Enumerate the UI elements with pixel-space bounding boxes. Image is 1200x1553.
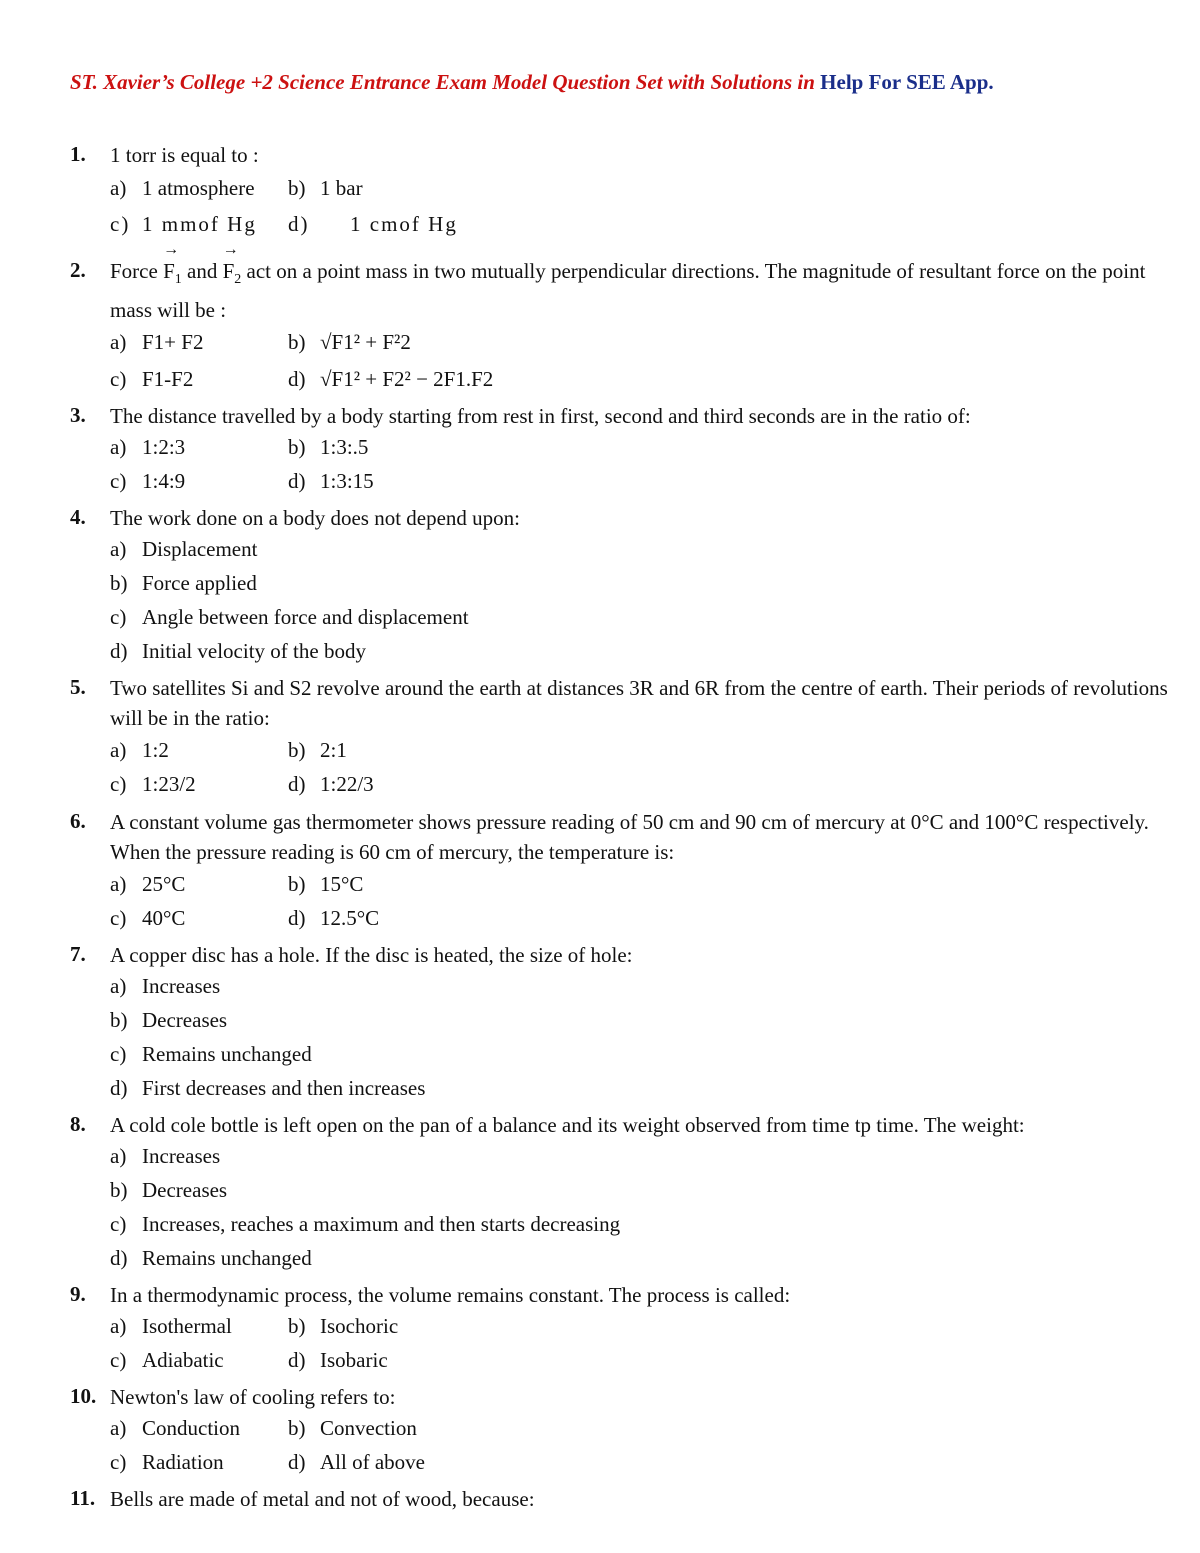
vector-f2: → $F_2$: [222, 241, 242, 288]
header-app-name: Help For SEE App.: [820, 70, 994, 94]
option-b: b) Decreases: [110, 1008, 228, 1032]
option-a: a) Isothermal: [110, 1314, 232, 1338]
header-title: ST. Xavier’s College +2 Science Entrance Exam Model Question Set with Solutions in: [70, 70, 821, 94]
question-number: 7.: [70, 942, 86, 966]
option-a: a) 25°C: [110, 872, 186, 896]
question-text: A copper disc has a hole. If the disc is heated, the size of hole:: [110, 943, 633, 967]
question-text: The distance travelled by a body starting from rest in first, second and third seconds are in the ratio of:: [110, 404, 971, 428]
option-c: c) Increases, reaches a maximum and then starts decreasing: [110, 1212, 621, 1236]
option-b: b) 15°C: [288, 872, 364, 896]
question-text: Newton's law of cooling refers to:: [110, 1385, 396, 1409]
option-c: c) 1:23/2: [110, 772, 196, 796]
option-b: b) √F1² + F²2: [288, 330, 411, 354]
option-d: d) 1:3:15: [288, 469, 374, 493]
option-d: d) √F1² + F2² − 2F1.F2: [288, 367, 494, 391]
option-b: b) Force applied: [110, 571, 257, 595]
option-d: d) 12.5°C: [288, 906, 380, 930]
question-number: 4.: [70, 505, 86, 529]
option-a: a) Increases: [110, 974, 221, 998]
option-c: c) 1:4:9: [110, 469, 186, 493]
option-c: c) 40°C: [110, 906, 186, 930]
question-text: Two satellites Si and S2 revolve around the earth at distances 3R and 6R from the centre of earth. Their periods of revolutions will be in the ratio:: [110, 676, 1168, 730]
option-c: c) Radiation: [110, 1450, 224, 1474]
option-b: b) Decreases: [110, 1178, 228, 1202]
page-header: [70, 70, 1170, 95]
option-c: c) Adiabatic: [110, 1348, 224, 1372]
question-text: 1 torr is equal to :: [110, 143, 259, 167]
option-c: c) 1 mmof Hg: [110, 212, 257, 236]
option-c: c) Angle between force and displacement: [110, 605, 469, 629]
option-a: a) Increases: [110, 1144, 221, 1168]
option-a: a) 1:2:3: [110, 435, 186, 459]
option-b: b) Convection: [288, 1416, 417, 1440]
question-text: A constant volume gas thermometer shows pressure reading of 50 cm and 90 cm of mercury at 0°C and 100°C respectively. When the pressure reading is 60 cm of mercury, the temperature is:: [110, 810, 1149, 864]
question-text: The work done on a body does not depend upon:: [110, 506, 521, 530]
option-b: b) 1:3:.5: [288, 435, 369, 459]
option-c: c) Remains unchanged: [110, 1042, 312, 1066]
question-number: 6.: [70, 809, 86, 833]
option-d: d) Isobaric: [288, 1348, 388, 1372]
option-a: a) 1:2: [110, 738, 169, 762]
question-text: In a thermodynamic process, the volume remains constant. The process is called:: [110, 1283, 791, 1307]
question-text: Bells are made of metal and not of wood, because:: [110, 1487, 535, 1511]
question-number: 3.: [70, 403, 86, 427]
option-b: b) Isochoric: [288, 1314, 399, 1338]
option-c: c) F1-F2: [110, 367, 194, 391]
option-d: d) 1:22/3: [288, 772, 374, 796]
option-d: d) All of above: [288, 1450, 425, 1474]
question-text: Force → $F_1$ and → $F_2$ act on a point mass in two mutually perpendicular directions. The magnitude of resultant force on the point mass will be :: [110, 241, 1146, 323]
option-b: b) 1 bar: [288, 176, 363, 200]
question-number: 10.: [70, 1384, 97, 1408]
question-number: 2.: [70, 258, 86, 282]
question-number: 11.: [70, 1486, 96, 1510]
question-number: 8.: [70, 1112, 86, 1136]
option-d: d) Initial velocity of the body: [110, 639, 366, 663]
option-d: d) Remains unchanged: [110, 1246, 312, 1270]
question-number: 9.: [70, 1282, 86, 1306]
option-a: a) Displacement: [110, 537, 258, 561]
question-number: 5.: [70, 675, 86, 699]
option-b: b) 2:1: [288, 738, 347, 762]
option-a: a) F1+ F2: [110, 330, 204, 354]
vector-f1: → $F_1$: [163, 241, 182, 288]
question-number: 1.: [70, 142, 86, 166]
option-a: a) 1 atmosphere: [110, 176, 255, 200]
question-text: A cold cole bottle is left open on the pan of a balance and its weight observed from time tp time. The weight:: [110, 1113, 1025, 1137]
option-d: d) 1 cmof Hg: [288, 212, 458, 236]
option-d: d) First decreases and then increases: [110, 1076, 426, 1100]
option-a: a) Conduction: [110, 1416, 240, 1440]
